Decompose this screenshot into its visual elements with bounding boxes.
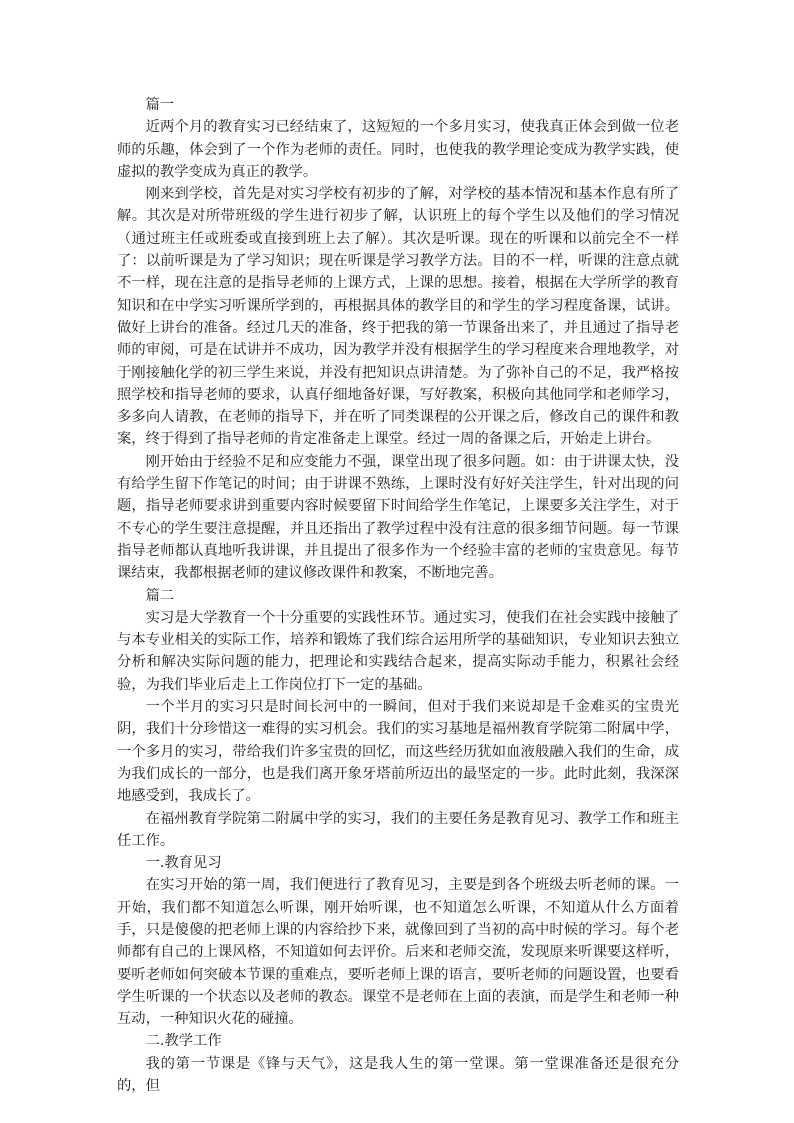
subsection-heading: 一.教育见习 [145,855,222,872]
subsection-heading: 二.教学工作 [145,1033,222,1050]
paragraph: 实习是大学教育一个十分重要的实践性环节。通过实习，使我们在社会实践中接触了与本专业相关的实际工作，培养和锻炼了我们综合运用所学的基础知识，专业知识去独立分析和解决实际问题的能力，把理论和实践结合起来，提高实际动手能力，积累社会经验，为我们毕业后走上工作岗位打下一定的基础。 [117,609,679,693]
document-page [117,94,679,1097]
section-heading: 篇二 [145,587,175,604]
paragraph: 近两个月的教育实习已经结束了，这短短的一个多月实习，使我真正体会到做一位老师的乐趣，体会到了一个作为老师的责任。同时，也使我的教学理论变成为教学实践，使虚拟的教学变成为真正的教学。 [117,119,679,180]
section-heading: 篇一 [145,97,175,113]
paragraph: 刚来到学校，首先是对实习学校有初步的了解，对学校的基本情况和基本作息有所了解。其次是对所带班级的学生进行初步了解，认识班上的每个学生以及他们的学习情况（通过班主任或班委或直接到班上去了解）。其次是听课。现在的听课和以前完全不一样了：以前听课是为了学习知识；现在听课是学习教学方法。目的不一样，听课的注意点就不一样，现在注意的是指导老师的上课方式，上课的思想。接着，根据在大学所学的教育知识和在中学实习听课所学到的，再根据具体的教学目的和学生的学习程度备课，试讲。做好上讲台的准备。经过几天的准备，终于把我的第一节课备出来了，并且通过了指导老师的审阅，可是在试讲并不成功，因为教学并没有根据学生的学习程度来合理地教学，对于刚接触化学的初三学生来说，并没有把知识点讲清楚。为了弥补自己的不足，我严格按照学校和指导老师的要求，认真仔细地备好课，写好教案，积极向其他同学和老师学习，多多向人请教，在老师的指导下，并在听了同类课程的公开课之后，修改自己的课件和教案，终于得到了指导老师的肯定准备走上课堂。经过一周的备课之后，开始走上讲台。 [117,186,679,448]
paragraph: 刚开始由于经验不足和应变能力不强，课堂出现了很多问题。如：由于讲课太快，没有给学生留下作笔记的时间；由于讲课不熟练，上课时没有好好关注学生，针对出现的问题，指导老师要求讲到重要内容时候要留下时间给学生作笔记，上课要多关注学生，对于不专心的学生要注意提醒，并且还指出了教学过程中没有注意的很多细节问题。每一节课指导老师都认真地听我讲课，并且提出了很多作为一个经验丰富的老师的宝贵意见。每节课结束，我都根据老师的建议修改课件和教案，不断地完善。 [117,453,679,582]
paragraph: 在福州教育学院第二附属中学的实习，我们的主要任务是教育见习、教学工作和班主任工作。 [117,810,679,849]
paragraph: 一个半月的实习只是时间长河中的一瞬间，但对于我们来说却是千金难买的宝贵光阴，我们十分珍惜这一难得的实习机会。我们的实习基地是福州教育学院第二附属中学，一个多月的实习，带给我们许多宝贵的回忆，而这些经历犹如血液般融入我们的生命，成为我们成长的一部分，也是我们离开象牙塔前所迈出的最坚定的一步。此时此刻，我深深地感受到，我成长了。 [117,699,679,805]
paragraph: 在实习开始的第一周，我们便进行了教育见习，主要是到各个班级去听老师的课。一开始，我们都不知道怎么听课，刚开始听课，也不知道怎么听课，不知道从什么方面着手，只是傻傻的把老师上课的内容给抄下来，就像回到了当初的高中时候的学习。每个老师都有自己的上课风格，不知道如何去评价。后来和老师交流，发现原来听课要这样听，要听老师如何突破本节课的重难点，要听老师上课的语言，要听老师的问题设置，也要看学生听课的一个状态以及老师的教态。课堂不是老师在上面的表演，而是学生和老师一种互动，一种知识火花的碰撞。 [117,877,679,1028]
paragraph: 我的第一节课是《锋与天气》，这是我人生的第一堂课。第一堂课准备还是很充分的，但 [117,1055,679,1095]
